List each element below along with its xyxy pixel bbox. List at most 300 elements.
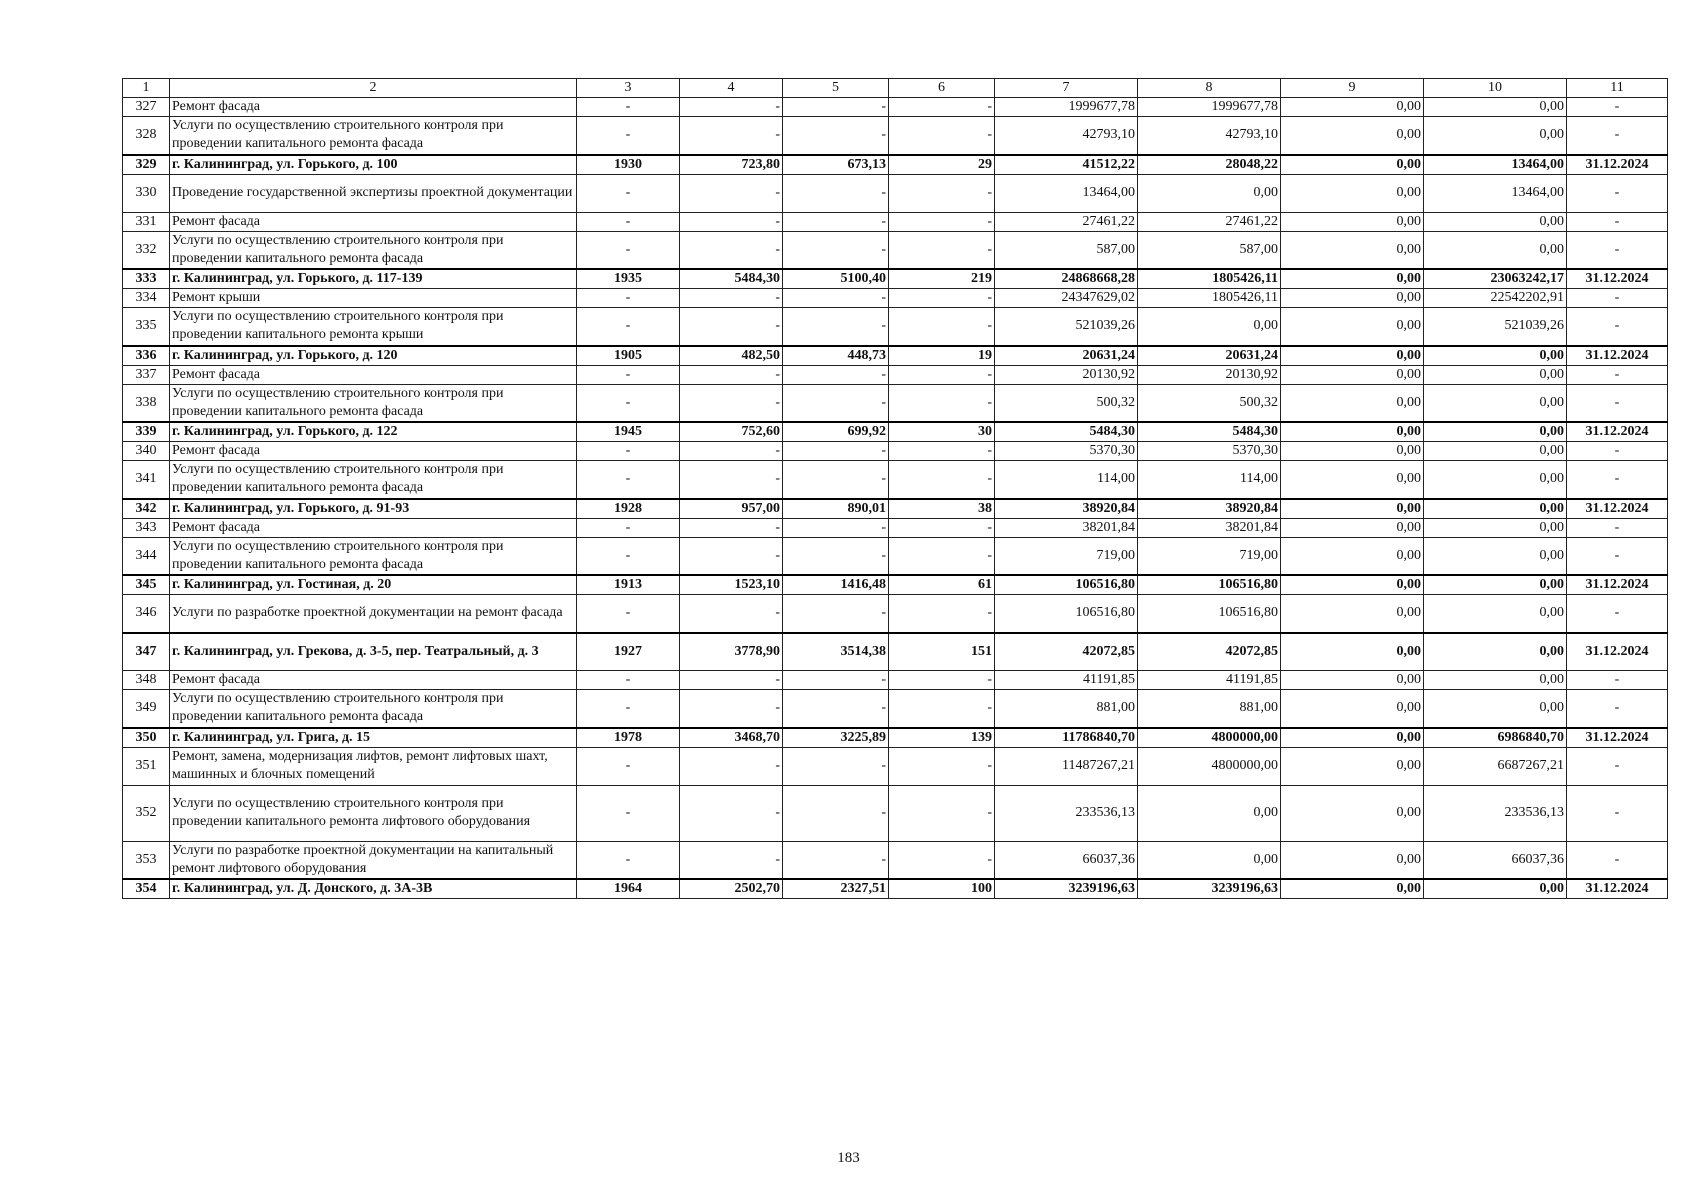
living-area: -: [783, 212, 889, 231]
year-built: -: [577, 308, 680, 346]
description: Услуги по разработке проектной документации на капитальный ремонт лифтового оборудования: [170, 841, 577, 879]
total-area: 3778,90: [680, 633, 783, 671]
total-area: -: [680, 384, 783, 422]
total-cost: 42072,85: [995, 633, 1138, 671]
completion-date: -: [1567, 747, 1668, 785]
living-area: -: [783, 595, 889, 633]
cost-col-8: 0,00: [1138, 841, 1281, 879]
description: Ремонт фасада: [170, 365, 577, 384]
total-area: 2502,70: [680, 879, 783, 899]
work-item-row: [123, 690, 1668, 728]
col-header-3: 3: [577, 79, 680, 98]
cost-col-10: 0,00: [1424, 499, 1567, 519]
residents: -: [889, 98, 995, 117]
year-built: -: [577, 384, 680, 422]
row-number: 338: [123, 384, 170, 422]
cost-col-9: 0,00: [1281, 174, 1424, 212]
cost-col-9: 0,00: [1281, 422, 1424, 442]
cost-col-10: 0,00: [1424, 690, 1567, 728]
row-number: 347: [123, 633, 170, 671]
residents: -: [889, 308, 995, 346]
total-area: -: [680, 212, 783, 231]
work-item-row: [123, 384, 1668, 422]
year-built: -: [577, 231, 680, 269]
row-number: 354: [123, 879, 170, 899]
living-area: -: [783, 289, 889, 308]
year-built: -: [577, 442, 680, 461]
row-number: 337: [123, 365, 170, 384]
cost-col-10: 6986840,70: [1424, 728, 1567, 748]
description: г. Калининград, ул. Грекова, д. 3-5, пер. Театральный, д. 3: [170, 633, 577, 671]
row-number: 345: [123, 575, 170, 595]
year-built: -: [577, 785, 680, 841]
total-area: -: [680, 841, 783, 879]
cost-col-10: 0,00: [1424, 442, 1567, 461]
cost-col-8: 106516,80: [1138, 595, 1281, 633]
living-area: 3514,38: [783, 633, 889, 671]
row-number: 327: [123, 98, 170, 117]
cost-col-9: 0,00: [1281, 575, 1424, 595]
completion-date: -: [1567, 365, 1668, 384]
address-row: [123, 879, 1668, 899]
living-area: 3225,89: [783, 728, 889, 748]
work-item-row: [123, 442, 1668, 461]
description: Услуги по осуществлению строительного контроля при проведении капитального ремонта фасада: [170, 461, 577, 499]
completion-date: -: [1567, 461, 1668, 499]
residents: -: [889, 671, 995, 690]
living-area: -: [783, 98, 889, 117]
address-row: [123, 155, 1668, 175]
description: Услуги по осуществлению строительного контроля при проведении капитального ремонта фасада: [170, 231, 577, 269]
cost-col-9: 0,00: [1281, 289, 1424, 308]
living-area: -: [783, 747, 889, 785]
total-area: -: [680, 747, 783, 785]
description: г. Калининград, ул. Д. Донского, д. 3А-3В: [170, 879, 577, 899]
row-number: 329: [123, 155, 170, 175]
cost-col-8: 106516,80: [1138, 575, 1281, 595]
row-number: 331: [123, 212, 170, 231]
residents: -: [889, 289, 995, 308]
cost-col-10: 521039,26: [1424, 308, 1567, 346]
description: Ремонт фасада: [170, 212, 577, 231]
total-cost: 233536,13: [995, 785, 1138, 841]
cost-col-9: 0,00: [1281, 518, 1424, 537]
description: Ремонт фасада: [170, 671, 577, 690]
year-built: -: [577, 98, 680, 117]
year-built: -: [577, 690, 680, 728]
total-cost: 41512,22: [995, 155, 1138, 175]
description: Ремонт фасада: [170, 442, 577, 461]
cost-col-9: 0,00: [1281, 231, 1424, 269]
cost-col-8: 4800000,00: [1138, 728, 1281, 748]
cost-col-10: 66037,36: [1424, 841, 1567, 879]
description: г. Калининград, ул. Горького, д. 117-139: [170, 269, 577, 289]
total-area: -: [680, 308, 783, 346]
description: г. Калининград, ул. Горького, д. 91-93: [170, 499, 577, 519]
work-item-row: [123, 537, 1668, 575]
cost-col-10: 6687267,21: [1424, 747, 1567, 785]
cost-col-8: 881,00: [1138, 690, 1281, 728]
residents: 139: [889, 728, 995, 748]
total-area: -: [680, 461, 783, 499]
total-area: -: [680, 671, 783, 690]
row-number: 351: [123, 747, 170, 785]
description: Услуги по осуществлению строительного контроля при проведении капитального ремонта фасада: [170, 690, 577, 728]
residents: -: [889, 690, 995, 728]
residents: -: [889, 595, 995, 633]
description: г. Калининград, ул. Грига, д. 15: [170, 728, 577, 748]
cost-col-9: 0,00: [1281, 499, 1424, 519]
year-built: 1935: [577, 269, 680, 289]
completion-date: 31.12.2024: [1567, 879, 1668, 899]
cost-col-9: 0,00: [1281, 212, 1424, 231]
residents: -: [889, 747, 995, 785]
total-cost: 1999677,78: [995, 98, 1138, 117]
year-built: -: [577, 117, 680, 155]
completion-date: -: [1567, 537, 1668, 575]
total-cost: 3239196,63: [995, 879, 1138, 899]
row-number: 346: [123, 595, 170, 633]
residents: 19: [889, 346, 995, 366]
living-area: 699,92: [783, 422, 889, 442]
description: г. Калининград, ул. Гостиная, д. 20: [170, 575, 577, 595]
cost-col-8: 500,32: [1138, 384, 1281, 422]
cost-col-8: 5370,30: [1138, 442, 1281, 461]
row-number: 332: [123, 231, 170, 269]
total-cost: 106516,80: [995, 595, 1138, 633]
completion-date: -: [1567, 212, 1668, 231]
work-item-row: [123, 231, 1668, 269]
year-built: 1978: [577, 728, 680, 748]
address-row: [123, 499, 1668, 519]
description: г. Калининград, ул. Горького, д. 100: [170, 155, 577, 175]
cost-col-9: 0,00: [1281, 346, 1424, 366]
description: Ремонт крыши: [170, 289, 577, 308]
year-built: -: [577, 747, 680, 785]
cost-col-9: 0,00: [1281, 155, 1424, 175]
residents: -: [889, 117, 995, 155]
total-cost: 587,00: [995, 231, 1138, 269]
completion-date: 31.12.2024: [1567, 346, 1668, 366]
work-item-row: [123, 117, 1668, 155]
cost-col-8: 1999677,78: [1138, 98, 1281, 117]
cost-col-10: 0,00: [1424, 98, 1567, 117]
total-cost: 521039,26: [995, 308, 1138, 346]
cost-col-10: 0,00: [1424, 365, 1567, 384]
total-cost: 66037,36: [995, 841, 1138, 879]
total-cost: 5484,30: [995, 422, 1138, 442]
completion-date: -: [1567, 690, 1668, 728]
living-area: -: [783, 117, 889, 155]
cost-col-9: 0,00: [1281, 671, 1424, 690]
cost-col-10: 0,00: [1424, 518, 1567, 537]
residents: -: [889, 365, 995, 384]
description: Услуги по разработке проектной документации на ремонт фасада: [170, 595, 577, 633]
living-area: -: [783, 231, 889, 269]
completion-date: -: [1567, 595, 1668, 633]
description: г. Калининград, ул. Горького, д. 120: [170, 346, 577, 366]
work-item-row: [123, 671, 1668, 690]
header-row: [123, 79, 1668, 98]
cost-col-10: 0,00: [1424, 537, 1567, 575]
cost-col-8: 3239196,63: [1138, 879, 1281, 899]
total-cost: 41191,85: [995, 671, 1138, 690]
completion-date: -: [1567, 117, 1668, 155]
total-area: -: [680, 98, 783, 117]
living-area: 448,73: [783, 346, 889, 366]
total-cost: 114,00: [995, 461, 1138, 499]
cost-col-9: 0,00: [1281, 690, 1424, 728]
year-built: -: [577, 841, 680, 879]
cost-col-9: 0,00: [1281, 384, 1424, 422]
col-header-1: 1: [123, 79, 170, 98]
cost-col-10: 23063242,17: [1424, 269, 1567, 289]
total-area: -: [680, 785, 783, 841]
residents: -: [889, 212, 995, 231]
col-header-4: 4: [680, 79, 783, 98]
residents: -: [889, 785, 995, 841]
completion-date: -: [1567, 671, 1668, 690]
cost-col-9: 0,00: [1281, 98, 1424, 117]
total-area: 482,50: [680, 346, 783, 366]
completion-date: 31.12.2024: [1567, 728, 1668, 748]
col-header-9: 9: [1281, 79, 1424, 98]
description: Услуги по осуществлению строительного контроля при проведении капитального ремонта фасада: [170, 384, 577, 422]
living-area: 1416,48: [783, 575, 889, 595]
total-cost: 42793,10: [995, 117, 1138, 155]
completion-date: -: [1567, 174, 1668, 212]
cost-col-8: 719,00: [1138, 537, 1281, 575]
row-number: 334: [123, 289, 170, 308]
cost-col-10: 0,00: [1424, 346, 1567, 366]
residents: -: [889, 231, 995, 269]
living-area: -: [783, 308, 889, 346]
completion-date: 31.12.2024: [1567, 269, 1668, 289]
residents: -: [889, 841, 995, 879]
row-number: 349: [123, 690, 170, 728]
cost-col-10: 233536,13: [1424, 785, 1567, 841]
cost-col-8: 5484,30: [1138, 422, 1281, 442]
cost-col-8: 4800000,00: [1138, 747, 1281, 785]
total-area: -: [680, 442, 783, 461]
total-cost: 5370,30: [995, 442, 1138, 461]
col-header-5: 5: [783, 79, 889, 98]
residents: 30: [889, 422, 995, 442]
row-number: 340: [123, 442, 170, 461]
total-cost: 719,00: [995, 537, 1138, 575]
living-area: -: [783, 785, 889, 841]
completion-date: -: [1567, 308, 1668, 346]
completion-date: 31.12.2024: [1567, 155, 1668, 175]
total-cost: 38201,84: [995, 518, 1138, 537]
completion-date: -: [1567, 518, 1668, 537]
total-cost: 24347629,02: [995, 289, 1138, 308]
description: Ремонт, замена, модернизация лифтов, ремонт лифтовых шахт, машинных и блочных помещений: [170, 747, 577, 785]
cost-col-10: 13464,00: [1424, 174, 1567, 212]
year-built: 1913: [577, 575, 680, 595]
work-item-row: [123, 289, 1668, 308]
total-area: -: [680, 537, 783, 575]
living-area: -: [783, 442, 889, 461]
col-header-8: 8: [1138, 79, 1281, 98]
living-area: -: [783, 518, 889, 537]
row-number: 348: [123, 671, 170, 690]
total-cost: 24868668,28: [995, 269, 1138, 289]
total-area: -: [680, 365, 783, 384]
description: Проведение государственной экспертизы проектной документации: [170, 174, 577, 212]
data-table: [122, 78, 1668, 899]
total-cost: 500,32: [995, 384, 1138, 422]
total-area: 723,80: [680, 155, 783, 175]
living-area: 890,01: [783, 499, 889, 519]
year-built: -: [577, 518, 680, 537]
living-area: -: [783, 537, 889, 575]
address-row: [123, 575, 1668, 595]
row-number: 342: [123, 499, 170, 519]
total-cost: 27461,22: [995, 212, 1138, 231]
description: г. Калининград, ул. Горького, д. 122: [170, 422, 577, 442]
total-area: -: [680, 174, 783, 212]
cost-col-8: 38920,84: [1138, 499, 1281, 519]
cost-col-10: 0,00: [1424, 461, 1567, 499]
cost-col-8: 27461,22: [1138, 212, 1281, 231]
living-area: -: [783, 671, 889, 690]
completion-date: -: [1567, 384, 1668, 422]
living-area: 673,13: [783, 155, 889, 175]
page-number: 183: [837, 1150, 860, 1166]
total-cost: 38920,84: [995, 499, 1138, 519]
cost-col-8: 114,00: [1138, 461, 1281, 499]
cost-col-10: 0,00: [1424, 422, 1567, 442]
residents: -: [889, 518, 995, 537]
row-number: 352: [123, 785, 170, 841]
total-area: 957,00: [680, 499, 783, 519]
living-area: -: [783, 384, 889, 422]
cost-col-10: 0,00: [1424, 575, 1567, 595]
living-area: 5100,40: [783, 269, 889, 289]
living-area: -: [783, 841, 889, 879]
cost-col-10: 0,00: [1424, 671, 1567, 690]
description: Ремонт фасада: [170, 98, 577, 117]
residents: -: [889, 537, 995, 575]
year-built: -: [577, 595, 680, 633]
cost-col-10: 0,00: [1424, 595, 1567, 633]
col-header-6: 6: [889, 79, 995, 98]
residents: 29: [889, 155, 995, 175]
cost-col-8: 1805426,11: [1138, 269, 1281, 289]
total-area: -: [680, 595, 783, 633]
col-header-7: 7: [995, 79, 1138, 98]
year-built: 1905: [577, 346, 680, 366]
cost-col-10: 22542202,91: [1424, 289, 1567, 308]
year-built: 1964: [577, 879, 680, 899]
total-cost: 106516,80: [995, 575, 1138, 595]
total-cost: 13464,00: [995, 174, 1138, 212]
cost-col-9: 0,00: [1281, 841, 1424, 879]
cost-col-8: 587,00: [1138, 231, 1281, 269]
total-area: 1523,10: [680, 575, 783, 595]
total-area: 3468,70: [680, 728, 783, 748]
total-area: -: [680, 690, 783, 728]
row-number: 333: [123, 269, 170, 289]
row-number: 335: [123, 308, 170, 346]
work-item-row: [123, 308, 1668, 346]
description: Ремонт фасада: [170, 518, 577, 537]
cost-col-9: 0,00: [1281, 537, 1424, 575]
residents: 61: [889, 575, 995, 595]
work-item-row: [123, 461, 1668, 499]
cost-col-9: 0,00: [1281, 365, 1424, 384]
work-item-row: [123, 841, 1668, 879]
cost-col-9: 0,00: [1281, 747, 1424, 785]
completion-date: -: [1567, 785, 1668, 841]
completion-date: -: [1567, 289, 1668, 308]
row-number: 341: [123, 461, 170, 499]
year-built: 1928: [577, 499, 680, 519]
cost-col-8: 28048,22: [1138, 155, 1281, 175]
total-area: -: [680, 518, 783, 537]
cost-col-10: 13464,00: [1424, 155, 1567, 175]
address-row: [123, 346, 1668, 366]
completion-date: 31.12.2024: [1567, 499, 1668, 519]
year-built: -: [577, 289, 680, 308]
row-number: 330: [123, 174, 170, 212]
cost-col-10: 0,00: [1424, 117, 1567, 155]
residents: 151: [889, 633, 995, 671]
address-row: [123, 269, 1668, 289]
cost-col-8: 20130,92: [1138, 365, 1281, 384]
row-number: 344: [123, 537, 170, 575]
year-built: -: [577, 671, 680, 690]
description: Услуги по осуществлению строительного контроля при проведении капитального ремонта крыши: [170, 308, 577, 346]
year-built: -: [577, 174, 680, 212]
work-item-row: [123, 785, 1668, 841]
completion-date: -: [1567, 98, 1668, 117]
year-built: -: [577, 461, 680, 499]
col-header-2: 2: [170, 79, 577, 98]
completion-date: -: [1567, 231, 1668, 269]
cost-col-9: 0,00: [1281, 308, 1424, 346]
cost-col-8: 0,00: [1138, 308, 1281, 346]
cost-col-9: 0,00: [1281, 785, 1424, 841]
cost-col-9: 0,00: [1281, 633, 1424, 671]
description: Услуги по осуществлению строительного контроля при проведении капитального ремонта фасада: [170, 537, 577, 575]
work-item-row: [123, 98, 1668, 117]
work-item-row: [123, 595, 1668, 633]
cost-col-9: 0,00: [1281, 595, 1424, 633]
row-number: 339: [123, 422, 170, 442]
cost-col-8: 0,00: [1138, 174, 1281, 212]
cost-col-8: 20631,24: [1138, 346, 1281, 366]
year-built: -: [577, 537, 680, 575]
col-header-11: 11: [1567, 79, 1668, 98]
living-area: -: [783, 365, 889, 384]
address-row: [123, 728, 1668, 748]
residents: -: [889, 174, 995, 212]
residents: 100: [889, 879, 995, 899]
description: Услуги по осуществлению строительного контроля при проведении капитального ремонта лифтового оборудования: [170, 785, 577, 841]
total-cost: 881,00: [995, 690, 1138, 728]
cost-col-9: 0,00: [1281, 879, 1424, 899]
cost-col-9: 0,00: [1281, 728, 1424, 748]
address-row: [123, 422, 1668, 442]
row-number: 328: [123, 117, 170, 155]
row-number: 343: [123, 518, 170, 537]
total-area: -: [680, 231, 783, 269]
completion-date: 31.12.2024: [1567, 575, 1668, 595]
cost-col-8: 38201,84: [1138, 518, 1281, 537]
cost-col-8: 42793,10: [1138, 117, 1281, 155]
